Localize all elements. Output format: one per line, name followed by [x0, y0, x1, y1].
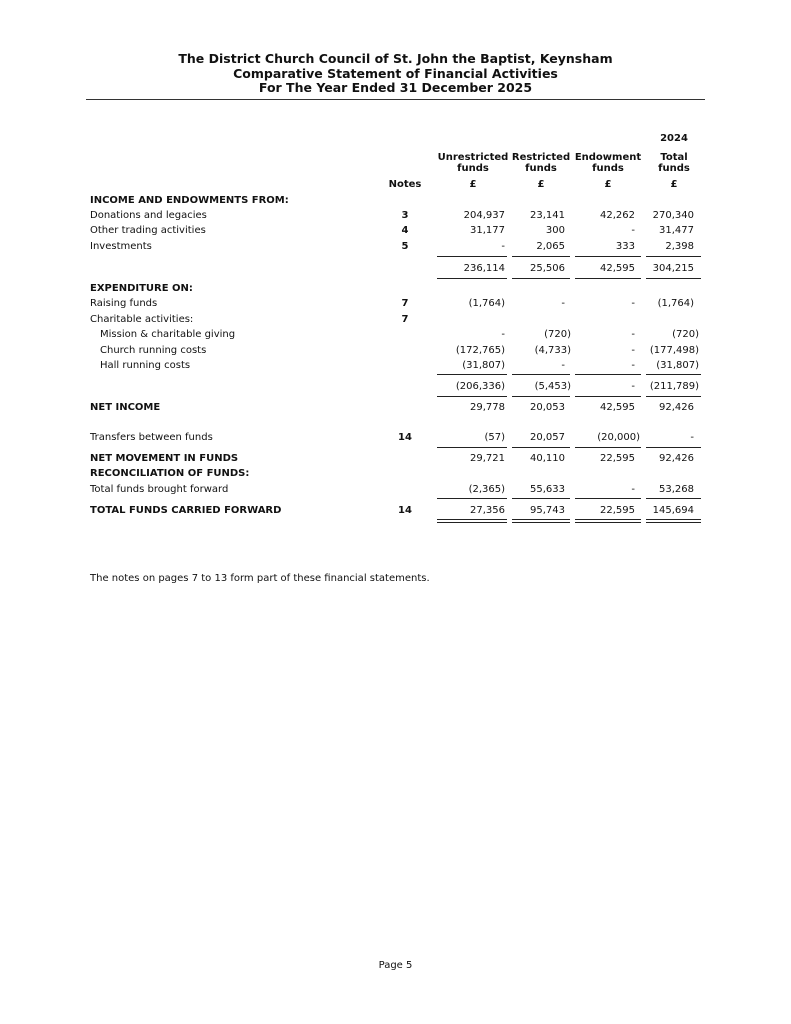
row-note: 5 [401, 241, 409, 252]
subtotal-rule [575, 256, 641, 257]
row-label: Donations and legacies [90, 210, 207, 221]
subtotal-rule [646, 447, 701, 448]
notes-header: Notes [388, 179, 422, 190]
total-header: Total funds [658, 152, 690, 174]
notes-reference: The notes on pages 7 to 13 form part of these financial statements. [90, 573, 430, 584]
currency-unrestricted: £ [469, 179, 477, 190]
subtotal-rule [437, 396, 507, 397]
subtotal-rule [575, 498, 641, 499]
row-label: Charitable activities: [90, 314, 194, 325]
carried-forward-label: TOTAL FUNDS CARRIED FORWARD [90, 505, 282, 516]
row-label: Other trading activities [90, 225, 206, 236]
title-line-3: For The Year Ended 31 December 2025 [258, 80, 533, 95]
row-note: 7 [401, 298, 409, 309]
income-heading: INCOME AND ENDOWMENTS FROM: [90, 195, 289, 206]
brought-forward-total: 53,268 [659, 484, 694, 495]
subtotal-rule [437, 256, 507, 257]
cell-unrestricted: 204,937 [463, 210, 505, 221]
subtotal-rule [575, 396, 641, 397]
carried-forward-endowment: 22,595 [600, 505, 635, 516]
currency-endowment: £ [604, 179, 612, 190]
subtotal-rule [646, 256, 701, 257]
cell-endowment: - [631, 298, 635, 309]
subtotal-rule [646, 498, 701, 499]
cell-total: 31,477 [659, 225, 694, 236]
transfers-unrestricted: (57) [484, 432, 505, 443]
carried-forward-total: 145,694 [652, 505, 694, 516]
expenditure-subtotal-total: (211,789) [649, 381, 699, 392]
subtotal-rule [646, 396, 701, 397]
carried-forward-note: 14 [398, 505, 412, 516]
total-double-rule [646, 519, 701, 523]
currency-restricted: £ [537, 179, 545, 190]
cell-unrestricted: 31,177 [470, 225, 505, 236]
unrestricted-header: Unrestricted funds [437, 152, 509, 174]
net-income-total: 92,426 [659, 402, 694, 413]
cell-restricted: (720) [544, 329, 571, 340]
cell-total: 2,398 [665, 241, 694, 252]
subtotal-rule [575, 278, 641, 279]
subtotal-rule [437, 447, 507, 448]
transfers-total: - [690, 432, 694, 443]
cell-endowment: - [631, 360, 635, 371]
cell-restricted: 300 [545, 225, 565, 236]
subtotal-rule [512, 447, 570, 448]
year-header: 2024 [660, 133, 688, 144]
brought-forward-unrestricted: (2,365) [468, 484, 505, 495]
row-note: 3 [401, 210, 409, 221]
subtotal-rule [646, 278, 701, 279]
row-label: Investments [90, 241, 152, 252]
expenditure-subtotal-unrestricted: (206,336) [455, 381, 505, 392]
cell-unrestricted: (31,807) [462, 360, 505, 371]
income-subtotal-unrestricted: 236,114 [463, 263, 505, 274]
carried-forward-restricted: 95,743 [530, 505, 565, 516]
total-double-rule [575, 519, 641, 523]
row-note: 7 [401, 314, 409, 325]
subtotal-rule [512, 396, 570, 397]
cell-unrestricted: (1,764) [468, 298, 505, 309]
transfers-note: 14 [398, 432, 412, 443]
brought-forward-endowment: - [631, 484, 635, 495]
cell-restricted: 23,141 [530, 210, 565, 221]
net-movement-label: NET MOVEMENT IN FUNDS [90, 453, 239, 464]
net-movement-total: 92,426 [659, 453, 694, 464]
total-double-rule [437, 519, 507, 523]
cell-restricted: (4,733) [534, 345, 571, 356]
cell-restricted: 2,065 [536, 241, 565, 252]
row-label: Church running costs [100, 345, 207, 356]
row-label: Raising funds [90, 298, 158, 309]
transfers-label: Transfers between funds [90, 432, 213, 443]
expenditure-heading: EXPENDITURE ON: [90, 283, 193, 294]
cell-endowment: 42,262 [600, 210, 635, 221]
subtotal-rule [512, 498, 570, 499]
endowment-header: Endowment funds [574, 152, 642, 174]
restricted-header: Restricted funds [511, 152, 571, 174]
row-label: Hall running costs [100, 360, 191, 371]
net-movement-endowment: 22,595 [600, 453, 635, 464]
subtotal-rule [512, 256, 570, 257]
reconciliation-heading: RECONCILIATION OF FUNDS: [90, 468, 250, 479]
cell-restricted: - [561, 298, 565, 309]
carried-forward-unrestricted: 27,356 [470, 505, 505, 516]
cell-unrestricted: - [501, 329, 505, 340]
net-movement-unrestricted: 29,721 [470, 453, 505, 464]
income-subtotal-endowment: 42,595 [600, 263, 635, 274]
cell-total: (177,498) [649, 345, 699, 356]
subtotal-rule [437, 278, 507, 279]
transfers-restricted: 20,057 [530, 432, 565, 443]
net-movement-restricted: 40,110 [530, 453, 565, 464]
cell-total: (1,764) [657, 298, 694, 309]
cell-total: 270,340 [652, 210, 694, 221]
subtotal-rule [646, 374, 701, 375]
brought-forward-restricted: 55,633 [530, 484, 565, 495]
row-note: 4 [401, 225, 409, 236]
expenditure-subtotal-endowment: - [631, 381, 635, 392]
title-line-2: Comparative Statement of Financial Activities [233, 65, 558, 81]
title-line-1: The District Church Council of St. John the Baptist, Keynsham [178, 51, 613, 66]
subtotal-rule [575, 374, 641, 375]
subtotal-rule [437, 374, 507, 375]
expenditure-subtotal-restricted: (5,453) [534, 381, 571, 392]
cell-endowment: - [631, 329, 635, 340]
subtotal-rule [437, 498, 507, 499]
subtotal-rule [575, 447, 641, 448]
cell-total: (31,807) [656, 360, 699, 371]
income-subtotal-restricted: 25,506 [530, 263, 565, 274]
cell-unrestricted: - [501, 241, 505, 252]
total-double-rule [512, 519, 570, 523]
page-number: Page 5 [378, 960, 413, 971]
subtotal-rule [512, 374, 570, 375]
cell-endowment: 333 [615, 241, 635, 252]
net-income-endowment: 42,595 [600, 402, 635, 413]
cell-restricted: - [561, 360, 565, 371]
cell-total: (720) [672, 329, 699, 340]
cell-endowment: - [631, 225, 635, 236]
row-label: Mission & charitable giving [100, 329, 236, 340]
brought-forward-label: Total funds brought forward [90, 484, 229, 495]
income-subtotal-total: 304,215 [652, 263, 694, 274]
subtotal-rule [512, 278, 570, 279]
title-divider [86, 99, 705, 100]
net-income-unrestricted: 29,778 [470, 402, 505, 413]
net-income-label: NET INCOME [90, 402, 161, 413]
transfers-endowment: (20,000) [597, 432, 640, 443]
cell-endowment: - [631, 345, 635, 356]
net-income-restricted: 20,053 [530, 402, 565, 413]
currency-total: £ [670, 179, 678, 190]
cell-unrestricted: (172,765) [455, 345, 505, 356]
statement-title [0, 52, 791, 96]
